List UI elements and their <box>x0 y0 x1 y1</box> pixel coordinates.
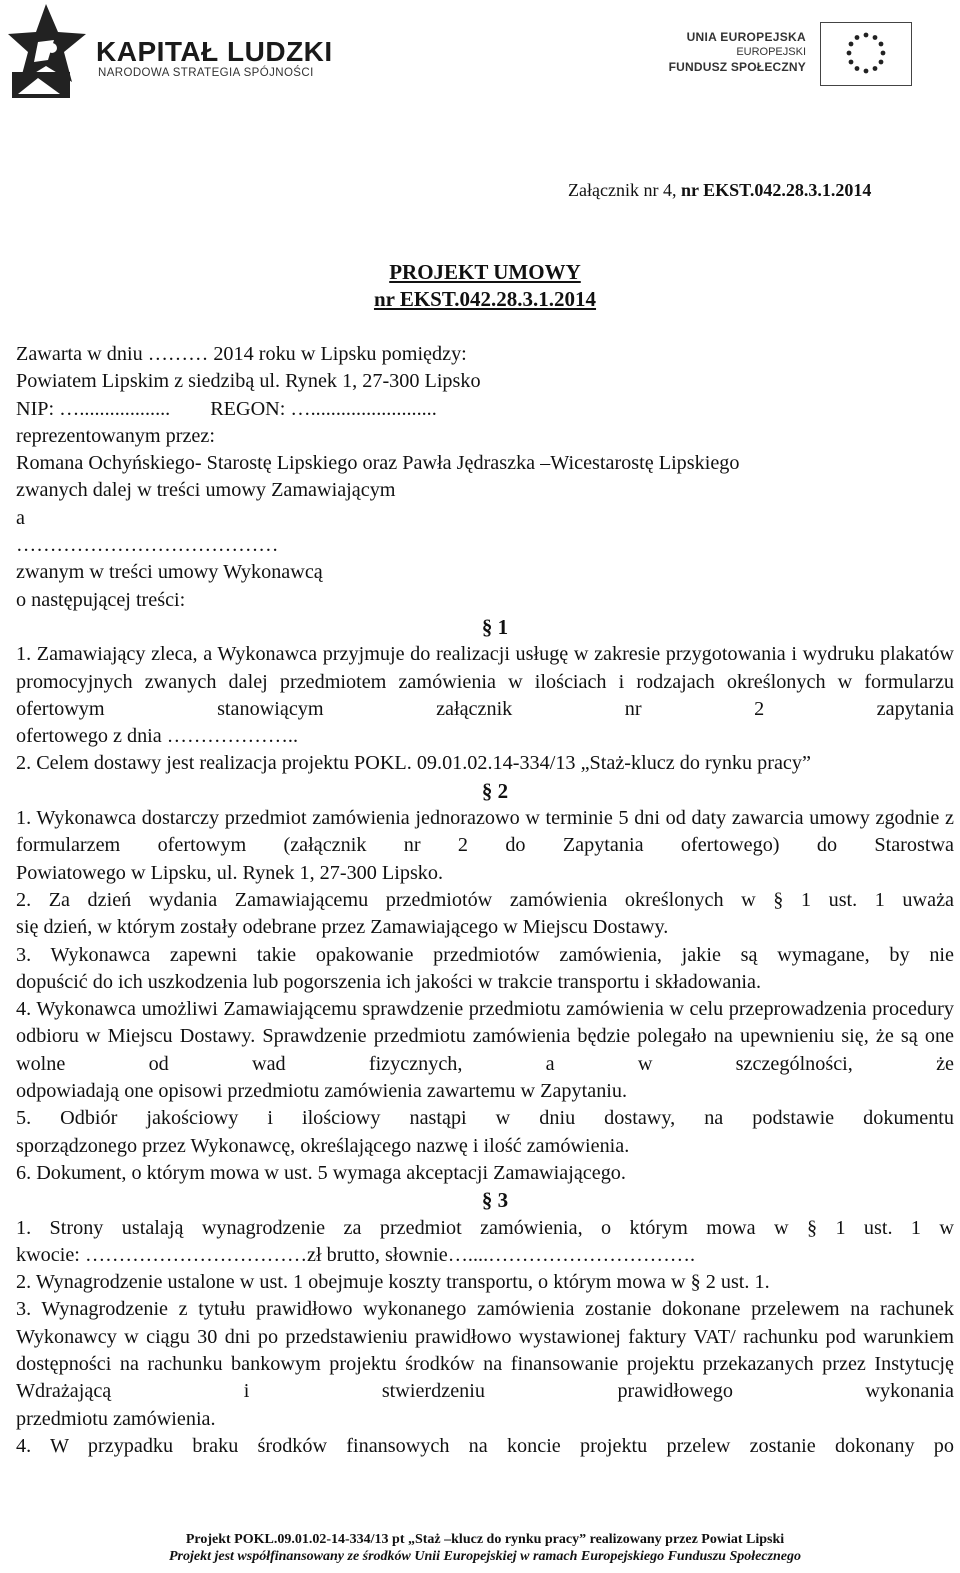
preamble-line: reprezentowanym przez: <box>16 424 215 447</box>
s1-paragraph-1 <box>16 641 954 750</box>
preamble-line: zwanym w treści umowy Wykonawcą <box>16 561 323 584</box>
preamble-line: Zawarta w dniu ……… 2014 roku w Lipsku pomiędzy: <box>16 343 467 365</box>
preamble-nip-regon <box>16 396 954 423</box>
kapital-ludzki-star-logo-icon <box>8 2 88 102</box>
preamble-line: a <box>16 506 25 529</box>
s2-p2-body: 2. Za dzień wydania Zamawiającemu przedmiotów zamówienia określonych w § 1 ust. 1 uważa <box>16 888 954 911</box>
logo-title: KAPITAŁ LUDZKI <box>96 36 333 67</box>
regon-field: REGON: …......................... <box>210 397 437 420</box>
annex-prefix: Załącznik nr 4, <box>568 180 677 200</box>
s3-p1-body: 1. Strony ustalają wynagrodzenie za przedmiot zamówienia, o którym mowa w § 1 ust. 1 w <box>16 1216 954 1239</box>
s1-p1-body: 1. Zamawiający zleca, a Wykonawca przyjmuje do realizacji usługę w zakresie przygotowania i wydruku plakatów promocyjnych zwanych dalej przedmiotem zamówienia w ilościach i rodzajach określonych w formularzu ofertowym stanowiącym załącznik nr 2 zapytania <box>16 643 954 720</box>
s3-p3-body: 3. Wynagrodzenie z tytułu prawidłowo wykonanego zamówienia zostanie dokonane przelewem na rachunek Wykonawcy w ciągu 30 dni po przedstawieniu prawidłowo wystawionej faktury VAT/ rachunku pod warunkiem dostępności na rachunku bankowym projektu środków na finansowanie projektu przekazanych przez Instytucję Wdrażającą i stwierdzeniu prawidłowego wykonania <box>16 1298 954 1403</box>
preamble-line: o następującej treści: <box>16 588 186 611</box>
s2-paragraph-2 <box>16 887 954 942</box>
preamble-line: Romana Ochyńskiego- Starostę Lipskiego oraz Pawła Jędraszka –Wicestarostę Lipskiego <box>16 452 740 475</box>
document-number: nr EKST.042.28.3.1.2014 <box>373 287 597 311</box>
s2-p2-last: się dzień, w którym zostały odebrane przez Zamawiającego w Miejscu Dostawy. <box>16 916 669 939</box>
preamble-line: zwanych dalej w treści umowy Zamawiającym <box>16 479 396 502</box>
s2-paragraph-5 <box>16 1105 954 1160</box>
s2-paragraph-1 <box>16 805 954 887</box>
s3-paragraph-2: 2. Wynagrodzenie ustalone w ust. 1 obejmuje koszty transportu, o którym mowa w § 2 ust. 1. <box>16 1271 770 1294</box>
section-1-heading: § 1 <box>481 614 509 639</box>
nip-field: NIP: ….................. <box>16 397 171 420</box>
s2-p1-body: 1. Wykonawca dostarczy przedmiot zamówienia jednorazowo w terminie 5 dni od daty zawarcia umowy zgodnie z formularzem ofertowym (załącznik nr 2 do Zapytania ofertowego) do Starostwa <box>16 807 954 857</box>
s2-p5-last: sporządzonego przez Wykonawcę, określającego nazwę i ilość zamówienia. <box>16 1134 630 1157</box>
eu-line3: FUNDUSZ SPOŁECZNY <box>668 60 806 74</box>
s3-paragraph-4: 4. W przypadku braku środków finansowych na koncie projektu przelew zostanie dokonany po <box>16 1434 954 1457</box>
kapital-ludzki-logo <box>8 2 338 107</box>
s2-p5-body: 5. Odbiór jakościowy i ilościowy nastąpi w dniu dostawy, na podstawie dokumentu <box>16 1107 954 1130</box>
s2-p4-last: odpowiadają one opisowi przedmiotu zamówienia zawartemu w Zapytaniu. <box>16 1080 628 1103</box>
contractor-blank: ………………………………… <box>16 534 279 557</box>
annex-reference <box>568 180 871 201</box>
document-title: PROJEKT UMOWY <box>389 260 581 284</box>
s1-p1-last: ofertowego z dnia ……………….. <box>16 725 299 748</box>
preamble-line: Powiatem Lipskim z siedzibą ul. Rynek 1, 27-300 Lipsko <box>16 370 481 393</box>
eu-line2: EUROPEJSKI <box>736 46 806 58</box>
s2-p4-body: 4. Wykonawca umożliwi Zamawiającemu sprawdzenie przedmiotu zamówienia w celu przeprowadzenia procedury odbioru w Miejscu Dostawy. Sprawdzenie przedmiotu zamówienia będzie polegało na upewnieniu się, że są one wolne od wad fizycznych, a w szczególności, że <box>16 998 954 1075</box>
s2-p3-last: dopuścić do ich uszkodzenia lub pogorszenia ich jakości w trakcie transportu i składowania. <box>16 970 762 993</box>
section-2-heading: § 2 <box>481 778 509 803</box>
s3-paragraph-3 <box>16 1296 954 1432</box>
s2-paragraph-4 <box>16 996 954 1105</box>
s3-p3-last: przedmiotu zamówienia. <box>16 1407 216 1430</box>
logo-subtitle: NARODOWA STRATEGIA SPÓJNOŚCI <box>98 67 314 79</box>
s3-paragraph-1 <box>16 1215 954 1270</box>
s2-paragraph-6: 6. Dokument, o którym mowa w ust. 5 wymaga akceptacji Zamawiającego. <box>16 1161 626 1184</box>
s1-paragraph-2: 2. Celem dostawy jest realizacja projektu POKL. 09.01.02.14-334/13 „Staż-klucz do rynku pracy” <box>16 752 811 775</box>
annex-number: nr EKST.042.28.3.1.2014 <box>680 180 872 200</box>
s2-p3-body: 3. Wykonawca zapewni takie opakowanie przedmiotów zamówienia, jakie są wymagane, by nie <box>16 943 954 966</box>
footer-funding-line: Projekt jest współfinansowany ze środków Unii Europejskiej w ramach Europejskiego Funduszu Społecznego <box>168 1549 802 1564</box>
eu-logo <box>668 22 916 92</box>
s2-p1-last: Powiatowego w Lipsku, ul. Rynek 1, 27-300 Lipsko. <box>16 861 444 884</box>
s2-paragraph-3 <box>16 942 954 997</box>
eu-line1: UNIA EUROPEJSKA <box>686 30 806 44</box>
section-3-heading: § 3 <box>481 1188 509 1213</box>
contract-body <box>16 341 954 1460</box>
s3-p1-last: kwocie: ……………………………zł brutto, słownie…....…………………………. <box>16 1243 696 1266</box>
eu-flag-icon <box>820 22 912 86</box>
footer-project-line: Projekt POKL.09.01.02-14-334/13 pt „Staż –klucz do rynku pracy” realizowany przez Powiat Lipski <box>185 1532 785 1547</box>
